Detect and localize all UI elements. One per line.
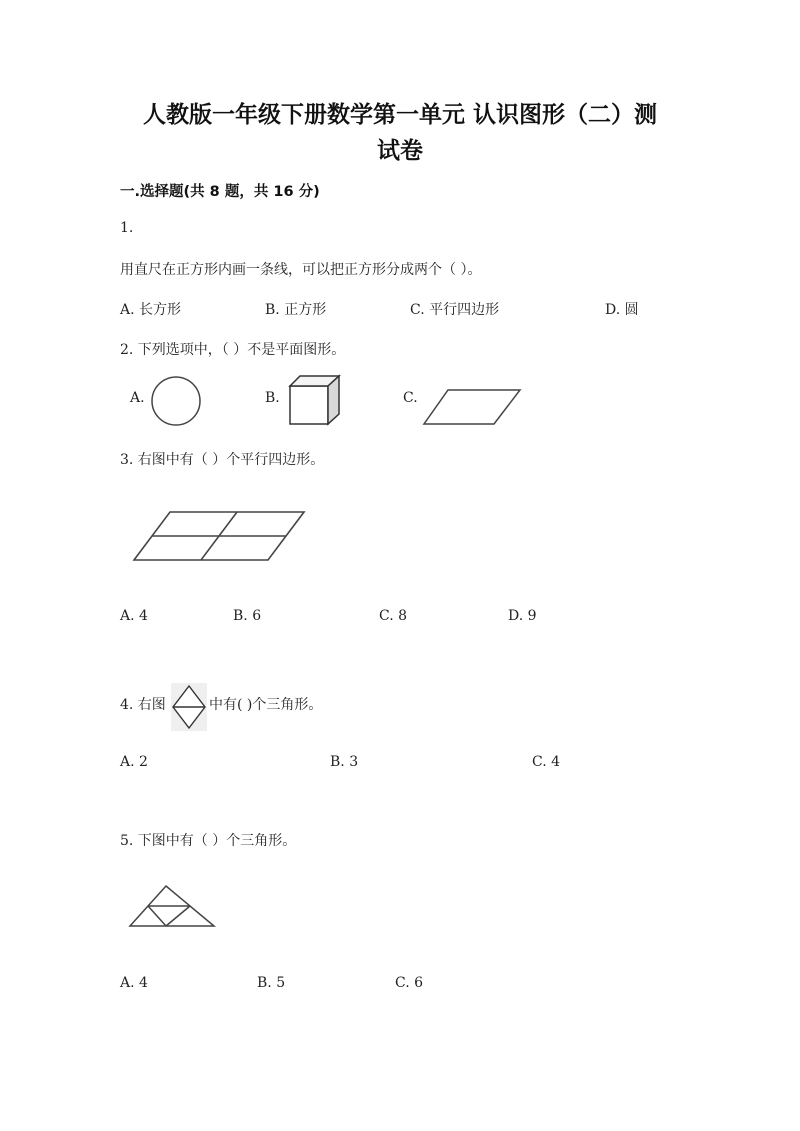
- question-5-option-a[interactable]: A. 4: [120, 975, 148, 991]
- question-4-text-after: 中有( )个三角形。: [209, 697, 323, 713]
- page-title-line-2: 试卷: [377, 138, 423, 164]
- question-5-option-c[interactable]: C. 6: [395, 975, 424, 991]
- question-2-text: 2. 下列选项中，（ ）不是平面图形。: [120, 342, 346, 358]
- question-4-text-before: 4. 右图: [120, 697, 166, 713]
- question-5-option-b[interactable]: B. 5: [257, 975, 286, 991]
- question-3-option-b[interactable]: B. 6: [233, 608, 262, 624]
- question-1-option-b[interactable]: B. 正方形: [265, 302, 327, 318]
- question-1-option-a[interactable]: A. 长方形: [120, 302, 182, 318]
- section-heading: 一.选择题(共 8 题，共 16 分): [120, 184, 320, 200]
- question-2-option-a[interactable]: A.: [130, 390, 145, 406]
- question-3-text: 3. 右图中有（ ）个平行四边形。: [120, 452, 325, 468]
- question-4-option-a[interactable]: A. 2: [120, 754, 148, 770]
- question-1-option-d[interactable]: D. 圆: [605, 302, 639, 318]
- parallelogram-grid-figure: [130, 508, 310, 568]
- question-4-option-c[interactable]: C. 4: [532, 754, 561, 770]
- cube-icon: [286, 372, 346, 432]
- question-3-option-c[interactable]: C. 8: [379, 608, 408, 624]
- question-1-text: 用直尺在正方形内画一条线，可以把正方形分成两个（ ）。: [120, 262, 482, 278]
- parallelogram-icon: [420, 385, 530, 435]
- page-title-line-1: 人教版一年级下册数学第一单元 认识图形（二）测: [142, 102, 657, 128]
- triangle-figure: [126, 882, 221, 932]
- question-2-option-c[interactable]: C.: [403, 390, 418, 406]
- question-2-option-b[interactable]: B.: [265, 390, 280, 406]
- diamond-figure: [171, 683, 207, 733]
- question-3-option-d[interactable]: D. 9: [508, 608, 537, 624]
- question-1-option-c[interactable]: C. 平行四边形: [410, 302, 500, 318]
- question-4-option-b[interactable]: B. 3: [330, 754, 359, 770]
- circle-icon: [148, 372, 208, 432]
- question-1-number: 1.: [120, 220, 134, 236]
- question-5-text: 5. 下图中有（ ）个三角形。: [120, 833, 297, 849]
- question-3-option-a[interactable]: A. 4: [120, 608, 148, 624]
